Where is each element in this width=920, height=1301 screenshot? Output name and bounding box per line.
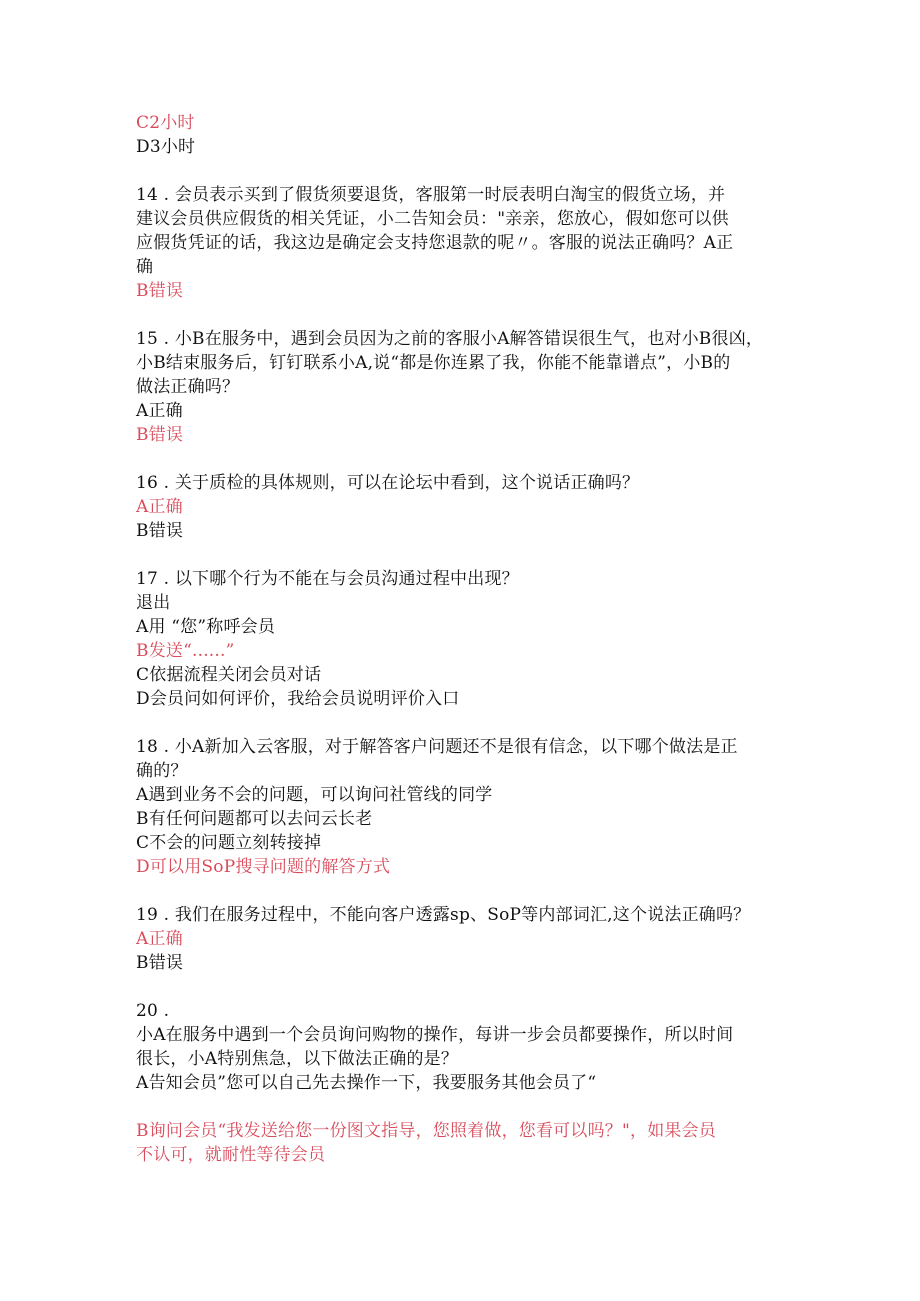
question-14 [136, 183, 786, 303]
q20-text-line-2: 小A在服务中遇到一个会员询问购物的操作，每讲一步会员都要操作，所以时间 [136, 1025, 734, 1045]
question-list [136, 111, 786, 1167]
q13-option-c: C2小时 [136, 113, 195, 133]
q14-text-line-3: 应假货凭证的话，我这边是确定会支持您退款的呢〃。客服的说法正确吗？A正 [136, 233, 734, 253]
q17-text-line-2: 退出 [136, 593, 171, 613]
q17-text-line-1: 17 . 以下哪个行为不能在与会员沟通过程中出现？ [136, 569, 519, 589]
q15-text-line-3: 做法正确吗？ [136, 377, 240, 397]
q15-option-b: B错误 [136, 425, 184, 445]
q18-text-line-1: 18 . 小A新加入云客服，对于解答客户问题还不是很有信念，以下哪个做法是正 [136, 737, 738, 757]
q20-text-line-3: 很长，小A特别焦急，以下做法正确的是？ [136, 1049, 459, 1069]
q16-option-a: A正确 [136, 497, 183, 517]
q17-option-d: D会员问如何评价，我给会员说明评价入口 [136, 689, 460, 709]
q18-option-c: C不会的问题立刻转接掉 [136, 833, 322, 853]
q15-text-line-2: 小B结束服务后，钉钉联系小A,说“都是你连累了我，你能不能靠谱点”，小B的 [136, 353, 731, 373]
q15-text-line-1: 15 . 小B在服务中，遇到会员因为之前的客服小A解答错误很生气，也对小B很凶， [136, 329, 764, 349]
q17-option-a: A用 “您”称呼会员 [136, 617, 276, 637]
q15-option-a: A正确 [136, 401, 183, 421]
q20-option-b-line-1: B询问会员“我发送给您一份图文指导，您照着做，您看可以吗？"，如果会员 [136, 1121, 717, 1141]
q14-text-line-4: 确 [136, 257, 154, 277]
question-13 [136, 111, 786, 159]
q20-option-a: A告知会员”您可以自己先去操作一下，我要服务其他会员了“ [136, 1073, 597, 1093]
q17-option-b: B发送“......” [136, 641, 235, 661]
q13-option-d: D3小时 [136, 137, 196, 157]
q16-option-b: B错误 [136, 521, 184, 541]
q20-option-b-line-2: 不认可，就耐性等待会员 [136, 1145, 326, 1165]
q18-text-line-2: 确的？ [136, 761, 188, 781]
q16-text-line-1: 16 . 关于质检的具体规则，可以在论坛中看到，这个说话正确吗？ [136, 473, 640, 493]
q18-option-b: B有任何问题都可以去问云长老 [136, 809, 373, 829]
question-17 [136, 567, 786, 711]
question-16 [136, 471, 786, 543]
q20-text-line-1: 20 . [136, 1001, 170, 1021]
q18-option-a: A遇到业务不会的问题，可以询问社管线的同学 [136, 785, 493, 805]
q14-text-line-2: 建议会员供应假货的相关凭证，小二告知会员："亲亲，您放心，假如您可以供 [136, 209, 729, 229]
q17-option-c: C依据流程关闭会员对话 [136, 665, 322, 685]
q14-option-b: B错误 [136, 281, 184, 301]
q19-option-a: A正确 [136, 929, 183, 949]
question-20 [136, 999, 786, 1167]
question-15 [136, 327, 786, 447]
question-18 [136, 735, 786, 879]
q14-text-line-1: 14 . 会员表示买到了假货须要退货，客服第一时辰表明白淘宝的假货立场，并 [136, 185, 726, 205]
q19-option-b: B错误 [136, 953, 184, 973]
q19-text-line-1: 19 . 我们在服务过程中，不能向客户透露sp、SoP等内部词汇,这个说法正确吗？ [136, 905, 751, 925]
question-19 [136, 903, 786, 975]
q18-option-d: D可以用SoP搜寻问题的解答方式 [136, 857, 391, 877]
